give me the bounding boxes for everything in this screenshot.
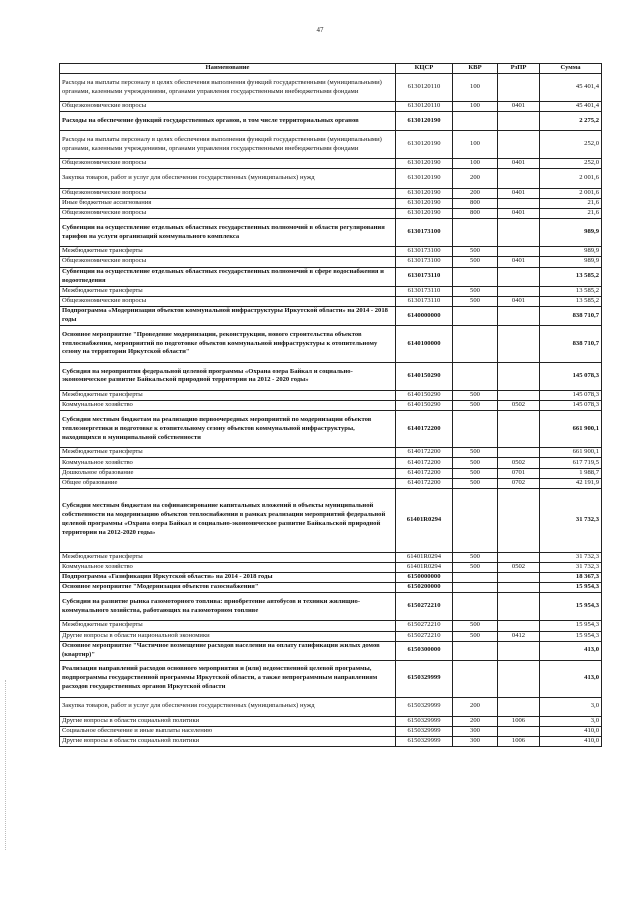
cell-rzpr: 0701 — [498, 468, 540, 478]
cell-code: 6130120190 — [396, 169, 453, 188]
cell-name: Субсидии на развитие рынка газомоторного топлива: приобретение автобусов и техники жилищно-коммунального хозяйства, работающих на газомоторном топливе — [60, 593, 396, 621]
cell-rzpr: 0401 — [498, 159, 540, 169]
cell-name: Межбюджетные трансферты — [60, 390, 396, 400]
cell-rzpr: 0702 — [498, 478, 540, 488]
table-row — [60, 411, 602, 448]
table-row — [60, 198, 602, 208]
cell-code: 6150000000 — [396, 572, 453, 582]
cell-kvr — [453, 362, 498, 390]
cell-name: Расходы на выплаты персоналу в целях обеспечения выполнения функций государственными (муниципальными) органами, казенными учреждениями, органами управления государственными внебюджетными фондами — [60, 131, 396, 159]
table-row — [60, 716, 602, 726]
cell-code: 6150329999 — [396, 697, 453, 716]
cell-rzpr — [498, 411, 540, 448]
cell-name: Коммунальное хозяйство — [60, 401, 396, 411]
cell-rzpr — [498, 112, 540, 131]
cell-rzpr — [498, 326, 540, 363]
cell-code: 6140000000 — [396, 306, 453, 325]
table-row — [60, 593, 602, 621]
cell-code: 6150300000 — [396, 641, 453, 660]
table-row — [60, 267, 602, 286]
table-row — [60, 112, 602, 131]
cell-rzpr: 0502 — [498, 401, 540, 411]
table-body — [60, 74, 602, 747]
cell-kvr: 500 — [453, 448, 498, 458]
page-number: 47 — [316, 26, 324, 34]
table-row — [60, 478, 602, 488]
cell-name: Межбюджетные трансферты — [60, 552, 396, 562]
cell-sum: 3,0 — [540, 716, 602, 726]
cell-kvr — [453, 306, 498, 325]
header-kvr: КВР — [453, 64, 498, 74]
cell-rzpr: 0401 — [498, 102, 540, 112]
table-row — [60, 448, 602, 458]
cell-name: Другие вопросы в области национальной экономики — [60, 631, 396, 641]
table-row — [60, 74, 602, 102]
cell-sum: 145 078,3 — [540, 401, 602, 411]
cell-kvr: 500 — [453, 247, 498, 257]
table-row — [60, 401, 602, 411]
cell-kvr — [453, 219, 498, 247]
cell-sum: 989,9 — [540, 219, 602, 247]
cell-sum: 31 732,3 — [540, 562, 602, 572]
cell-name: Общеэкономические вопросы — [60, 296, 396, 306]
cell-sum: 13 585,2 — [540, 296, 602, 306]
cell-name: Другие вопросы в области социальной политики — [60, 737, 396, 747]
cell-kvr: 200 — [453, 716, 498, 726]
cell-sum: 661 900,1 — [540, 448, 602, 458]
cell-code: 6140150290 — [396, 401, 453, 411]
table-row — [60, 572, 602, 582]
cell-sum: 21,6 — [540, 198, 602, 208]
table-row — [60, 326, 602, 363]
cell-kvr: 200 — [453, 188, 498, 198]
cell-sum: 145 078,3 — [540, 362, 602, 390]
cell-rzpr: 1006 — [498, 716, 540, 726]
table-row — [60, 737, 602, 747]
cell-code: 6130120190 — [396, 159, 453, 169]
header-rzpr: РзПР — [498, 64, 540, 74]
cell-name: Основное мероприятие "Модернизация объектов газоснабжения" — [60, 583, 396, 593]
cell-kvr: 100 — [453, 159, 498, 169]
cell-rzpr — [498, 198, 540, 208]
cell-name: Закупка товаров, работ и услуг для обеспечения государственных (муниципальных) нужд — [60, 697, 396, 716]
cell-kvr: 200 — [453, 169, 498, 188]
cell-kvr: 500 — [453, 458, 498, 468]
cell-sum: 18 367,3 — [540, 572, 602, 582]
cell-rzpr — [498, 593, 540, 621]
cell-name: Общеэкономические вопросы — [60, 257, 396, 267]
cell-sum: 413,0 — [540, 641, 602, 660]
cell-sum: 42 191,9 — [540, 478, 602, 488]
cell-name: Субвенции на осуществление отдельных областных государственных полномочий в области регулирования тарифов на услуги организаций коммунального комплекса — [60, 219, 396, 247]
table-row — [60, 362, 602, 390]
cell-code: 6140172200 — [396, 458, 453, 468]
table-row — [60, 631, 602, 641]
cell-code: 6130173110 — [396, 267, 453, 286]
cell-kvr — [453, 593, 498, 621]
cell-name: Закупка товаров, работ и услуг для обеспечения государственных (муниципальных) нужд — [60, 169, 396, 188]
cell-sum: 15 954,3 — [540, 621, 602, 631]
cell-name: Подпрограмма «Газификация Иркутской области» на 2014 - 2018 годы — [60, 572, 396, 582]
cell-name: Общеэкономические вопросы — [60, 159, 396, 169]
cell-sum: 989,9 — [540, 247, 602, 257]
cell-code: 6130120190 — [396, 188, 453, 198]
cell-sum: 410,0 — [540, 737, 602, 747]
table-row — [60, 390, 602, 400]
cell-name: Коммунальное хозяйство — [60, 458, 396, 468]
cell-rzpr: 0502 — [498, 458, 540, 468]
cell-code: 6130120190 — [396, 131, 453, 159]
cell-kvr: 500 — [453, 401, 498, 411]
cell-code: 6130173110 — [396, 296, 453, 306]
table-row — [60, 247, 602, 257]
cell-rzpr — [498, 660, 540, 697]
cell-name: Субвенции на осуществление отдельных областных государственных полномочий в сфере водоснабжения и водоотведения — [60, 267, 396, 286]
cell-kvr — [453, 267, 498, 286]
table-header-row — [60, 64, 602, 74]
cell-kvr: 800 — [453, 198, 498, 208]
table-row — [60, 552, 602, 562]
cell-kvr — [453, 641, 498, 660]
cell-rzpr: 0412 — [498, 631, 540, 641]
table-row — [60, 159, 602, 169]
cell-sum: 617 719,5 — [540, 458, 602, 468]
cell-name: Общеэкономические вопросы — [60, 208, 396, 218]
cell-sum: 31 732,3 — [540, 488, 602, 552]
cell-name: Иные бюджетные ассигнования — [60, 198, 396, 208]
cell-rzpr: 0401 — [498, 257, 540, 267]
cell-kvr: 200 — [453, 697, 498, 716]
table-row — [60, 306, 602, 325]
table-row — [60, 102, 602, 112]
table-row — [60, 208, 602, 218]
cell-sum: 13 585,2 — [540, 286, 602, 296]
cell-kvr — [453, 326, 498, 363]
cell-code: 6150272210 — [396, 631, 453, 641]
cell-name: Межбюджетные трансферты — [60, 448, 396, 458]
cell-sum: 410,0 — [540, 726, 602, 736]
cell-kvr: 500 — [453, 552, 498, 562]
cell-name: Подпрограмма «Модернизация объектов коммунальной инфраструктуры Иркутской области» на 2014 - 2018 годы — [60, 306, 396, 325]
cell-sum: 3,0 — [540, 697, 602, 716]
cell-name: Основное мероприятие "Проведение модернизации, реконструкции, нового строительства объектов теплоснабжения, мероприятий по подготовке объектов коммунальной инфраструктуры к отопительному сезону на территории Иркутской области" — [60, 326, 396, 363]
cell-code: 6130173100 — [396, 219, 453, 247]
cell-kvr: 100 — [453, 102, 498, 112]
cell-code: 6150329999 — [396, 660, 453, 697]
cell-sum: 838 710,7 — [540, 306, 602, 325]
cell-code: 6150329999 — [396, 737, 453, 747]
cell-rzpr — [498, 552, 540, 562]
cell-sum: 252,0 — [540, 159, 602, 169]
cell-code: 61401R0294 — [396, 552, 453, 562]
cell-name: Другие вопросы в области социальной политики — [60, 716, 396, 726]
cell-code: 6130173100 — [396, 247, 453, 257]
cell-rzpr — [498, 448, 540, 458]
cell-kvr: 500 — [453, 296, 498, 306]
table-row — [60, 583, 602, 593]
table-row — [60, 697, 602, 716]
cell-sum: 145 078,3 — [540, 390, 602, 400]
cell-code: 6140150290 — [396, 390, 453, 400]
cell-rzpr — [498, 131, 540, 159]
cell-rzpr: 0502 — [498, 562, 540, 572]
cell-rzpr — [498, 267, 540, 286]
cell-kvr: 500 — [453, 257, 498, 267]
table-row — [60, 296, 602, 306]
table-row — [60, 257, 602, 267]
cell-name: Общеэкономические вопросы — [60, 188, 396, 198]
cell-sum: 15 954,3 — [540, 583, 602, 593]
cell-rzpr — [498, 641, 540, 660]
cell-code: 6150272210 — [396, 593, 453, 621]
cell-rzpr — [498, 572, 540, 582]
cell-name: Реализация направлений расходов основного мероприятия и (или) ведомственной целевой программы, подпрограммы государственной программы Иркутской области, а также непрограммным направлениям расходов государственных органов Иркутской области — [60, 660, 396, 697]
cell-code: 6130173110 — [396, 286, 453, 296]
cell-kvr: 500 — [453, 478, 498, 488]
cell-rzpr: 0401 — [498, 188, 540, 198]
cell-kvr: 500 — [453, 468, 498, 478]
cell-rzpr — [498, 362, 540, 390]
cell-sum: 989,9 — [540, 257, 602, 267]
table-row — [60, 458, 602, 468]
cell-sum: 15 954,3 — [540, 631, 602, 641]
cell-kvr: 300 — [453, 737, 498, 747]
table-row — [60, 468, 602, 478]
cell-name: Межбюджетные трансферты — [60, 621, 396, 631]
cell-kvr: 100 — [453, 131, 498, 159]
cell-name: Социальное обеспечение и иные выплаты населению — [60, 726, 396, 736]
cell-sum: 661 900,1 — [540, 411, 602, 448]
table-row — [60, 641, 602, 660]
cell-name: Коммунальное хозяйство — [60, 562, 396, 572]
cell-kvr: 300 — [453, 726, 498, 736]
cell-rzpr: 0401 — [498, 296, 540, 306]
header-sum: Сумма — [540, 64, 602, 74]
table-row — [60, 286, 602, 296]
cell-code: 6140172200 — [396, 411, 453, 448]
cell-code: 6150329999 — [396, 716, 453, 726]
cell-name: Расходы на выплаты персоналу в целях обеспечения выполнения функций государственными (муниципальными) органами, казенными учреждениями, органами управления государственными внебюджетными фондами — [60, 74, 396, 102]
table-row — [60, 488, 602, 552]
cell-code: 61401R0294 — [396, 562, 453, 572]
cell-code: 6140172200 — [396, 448, 453, 458]
cell-code: 6140172200 — [396, 468, 453, 478]
header-code: КЦСР — [396, 64, 453, 74]
cell-rzpr — [498, 247, 540, 257]
cell-code: 6150272210 — [396, 621, 453, 631]
cell-sum: 15 954,3 — [540, 593, 602, 621]
table-row — [60, 131, 602, 159]
cell-code: 6140100000 — [396, 326, 453, 363]
cell-kvr — [453, 583, 498, 593]
table-row — [60, 219, 602, 247]
cell-kvr: 100 — [453, 74, 498, 102]
cell-code: 6130120190 — [396, 208, 453, 218]
cell-name: Основное мероприятие "Частичное возмещение расходов населения на оплату газификации жилых домов (квартир)" — [60, 641, 396, 660]
cell-code: 6150329999 — [396, 726, 453, 736]
cell-rzpr — [498, 621, 540, 631]
cell-kvr — [453, 488, 498, 552]
table-row — [60, 726, 602, 736]
scan-edge-marks — [5, 680, 8, 850]
cell-sum: 45 401,4 — [540, 74, 602, 102]
cell-name: Межбюджетные трансферты — [60, 247, 396, 257]
cell-rzpr — [498, 390, 540, 400]
cell-rzpr — [498, 169, 540, 188]
cell-sum: 2 001,6 — [540, 169, 602, 188]
cell-sum: 252,0 — [540, 131, 602, 159]
cell-sum: 45 401,4 — [540, 102, 602, 112]
cell-code: 6130173100 — [396, 257, 453, 267]
cell-code: 6140150290 — [396, 362, 453, 390]
cell-kvr — [453, 660, 498, 697]
cell-sum: 1 988,7 — [540, 468, 602, 478]
cell-name: Субсидии местным бюджетам на софинансирование капитальных вложений в объекты муниципальной собственности на модернизацию объектов теплоснабжения в рамках реализации мероприятий федеральной целевой программы «Охрана озера Байкал и социально-экономическое развитие Байкальской природной территории на 2012-2020 годы» — [60, 488, 396, 552]
cell-name: Межбюджетные трансферты — [60, 286, 396, 296]
table-row — [60, 660, 602, 697]
cell-code: 6130120110 — [396, 74, 453, 102]
cell-sum: 413,0 — [540, 660, 602, 697]
cell-name: Субсидии местным бюджетам на реализацию первоочередных мероприятий по модернизации объектов теплоэнергетики и подготовке к отопительному сезону объектов коммунальной инфраструктуры, находящихся в муниципальной собственности — [60, 411, 396, 448]
cell-code: 6130120110 — [396, 102, 453, 112]
cell-kvr: 500 — [453, 631, 498, 641]
cell-code: 6130120190 — [396, 112, 453, 131]
cell-rzpr — [498, 488, 540, 552]
cell-name: Общее образование — [60, 478, 396, 488]
cell-sum: 13 585,2 — [540, 267, 602, 286]
cell-kvr: 800 — [453, 208, 498, 218]
cell-name: Расходы на обеспечение функций государственных органов, в том числе территориальных органов — [60, 112, 396, 131]
cell-kvr — [453, 572, 498, 582]
cell-code: 6140172200 — [396, 478, 453, 488]
cell-rzpr — [498, 306, 540, 325]
cell-sum: 2 001,6 — [540, 188, 602, 198]
cell-rzpr: 1006 — [498, 737, 540, 747]
cell-rzpr — [498, 726, 540, 736]
cell-kvr — [453, 411, 498, 448]
cell-rzpr — [498, 286, 540, 296]
cell-sum: 21,6 — [540, 208, 602, 218]
header-name: Наименование — [60, 64, 396, 74]
cell-sum: 838 710,7 — [540, 326, 602, 363]
cell-kvr: 500 — [453, 286, 498, 296]
cell-kvr — [453, 112, 498, 131]
cell-sum: 31 732,3 — [540, 552, 602, 562]
cell-code: 6130120190 — [396, 198, 453, 208]
cell-rzpr: 0401 — [498, 208, 540, 218]
cell-rzpr — [498, 697, 540, 716]
table-row — [60, 621, 602, 631]
cell-name: Субсидия на мероприятия федеральной целевой программы «Охрана озера Байкал и социально-экономическое развитие Байкальской природной территории на 2012 - 2020 годы» — [60, 362, 396, 390]
cell-code: 6150200000 — [396, 583, 453, 593]
table-row — [60, 562, 602, 572]
budget-table — [59, 63, 602, 747]
cell-kvr: 500 — [453, 390, 498, 400]
cell-code: 61401R0294 — [396, 488, 453, 552]
cell-sum: 2 275,2 — [540, 112, 602, 131]
cell-rzpr — [498, 74, 540, 102]
cell-rzpr — [498, 219, 540, 247]
table-row — [60, 188, 602, 198]
cell-kvr: 500 — [453, 621, 498, 631]
cell-rzpr — [498, 583, 540, 593]
cell-name: Общеэкономические вопросы — [60, 102, 396, 112]
cell-kvr: 500 — [453, 562, 498, 572]
table-row — [60, 169, 602, 188]
cell-name: Дошкольное образование — [60, 468, 396, 478]
